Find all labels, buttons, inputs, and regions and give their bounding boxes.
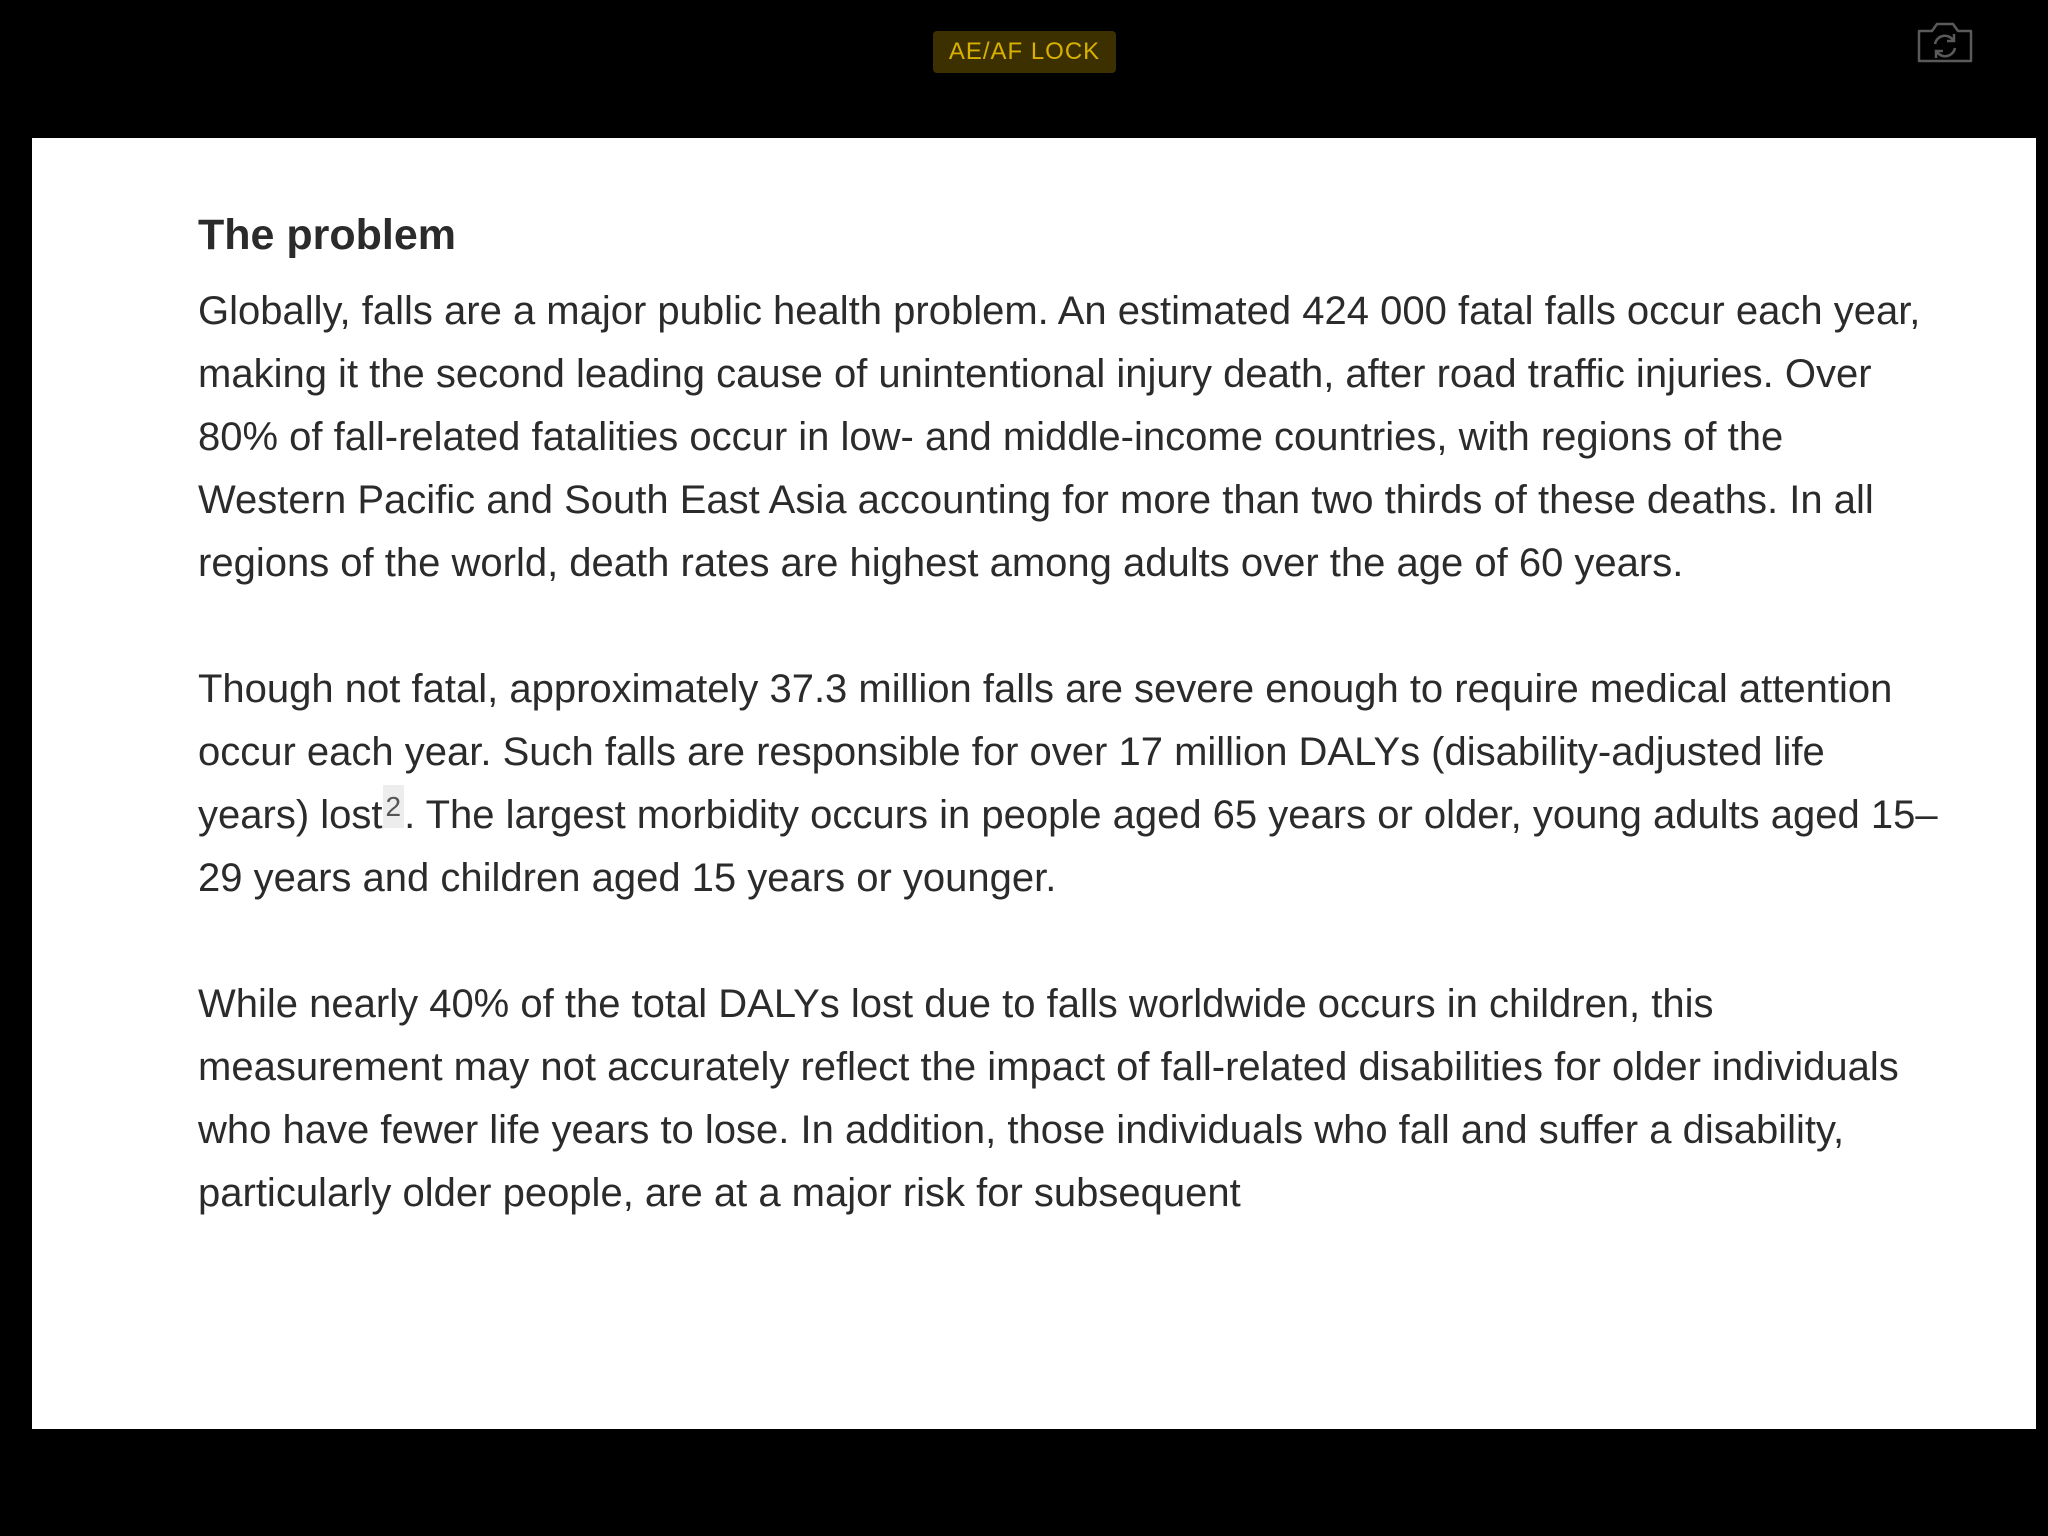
section-heading: The problem: [198, 211, 457, 259]
paragraph-2-text-end: . The largest morbidity occurs in people aged 65 years or older, young adults aged 15–29 years and children aged 15 years or younger.: [198, 793, 1938, 900]
footnote-reference[interactable]: 2: [383, 785, 405, 828]
ae-af-lock-indicator: AE/AF LOCK: [933, 31, 1116, 73]
camera-switch-button[interactable]: [1915, 19, 1975, 65]
camera-bottom-bar: [0, 1429, 2048, 1536]
document-content: [198, 78, 1938, 1225]
camera-switch-icon: [1915, 19, 1975, 65]
paragraph-1: Globally, falls are a major public health problem. An estimated 424 000 fatal falls occur each year, making it the second leading cause of unintentional injury death, after road traffic injuries. Over 80% of fall-related fatalities occur in low- and middle-income countries, with regions of the Western Pacific and South East Asia accounting for more than two thirds of these deaths. In all regions of the world, death rates are highest among adults over the age of 60 years.: [198, 289, 1921, 585]
document-page: [32, 138, 2036, 1429]
paragraph-3: While nearly 40% of the total DALYs lost due to falls worldwide occurs in children, this measurement may not accurately reflect the impact of fall-related disabilities for older individuals who have fewer life years to lose. In addition, those individuals who fall and suffer a disability, particularly older people, are at a major risk for subsequent: [198, 982, 1899, 1215]
camera-top-bar: [0, 0, 2048, 138]
paragraph-2: [198, 658, 1938, 910]
paragraph-2-text-start: Though not fatal, approximately 37.3 million falls are severe enough to require medical attention occur each year. Such falls are responsible for over 17 million DALYs (disability-adjusted life years) lost: [198, 667, 1893, 837]
